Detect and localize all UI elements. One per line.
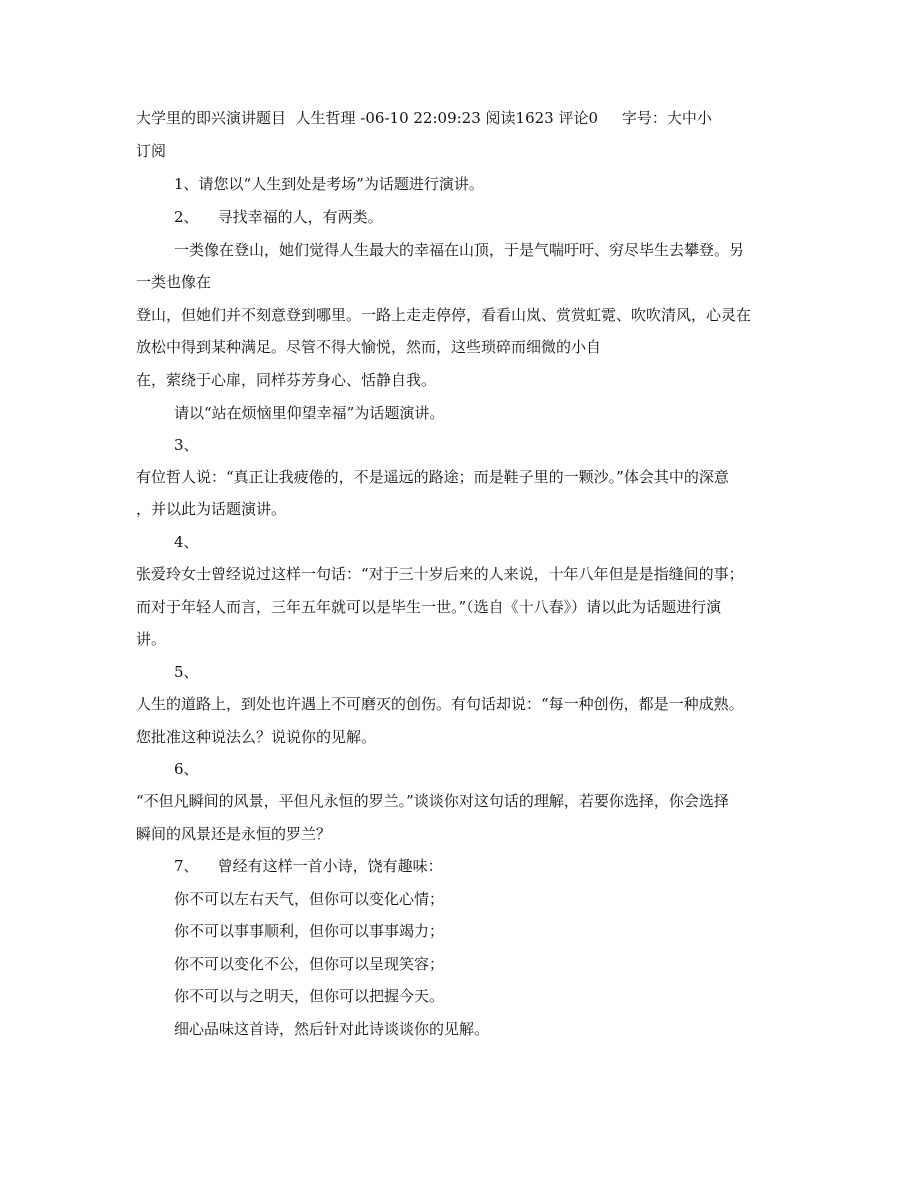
question-5-number: 5、 [174,663,199,681]
poem-line: 你不可以左右天气，但你可以变化心情； [174,890,445,908]
header-meta-line: 大学里的即兴演讲题目 人生哲理 -06-10 22:09:23 阅读1623 评论0 字号：大中小 [136,109,712,127]
question-3-paragraph: ，并以此为话题演讲。 [136,500,287,518]
question-2-paragraph: 一类像在登山，她们觉得人生最大的幸福在山顶，于是气喘吁吁、穷尽毕生去攀登。另 [174,241,745,259]
question-4-paragraph: 讲。 [136,630,167,648]
question-4-paragraph: 而对于年轻人而言，三年五年就可以是毕生一世。”（选自《十八春》）请以此为话题进行演 [136,598,722,616]
poem-line: 你不可以事事顺利，但你可以事事竭力； [174,922,445,940]
question-2-heading: 2、 寻找幸福的人，有两类。 [174,208,383,226]
question-7-task: 细心品味这首诗，然后针对此诗谈谈你的见解。 [174,1020,490,1038]
question-1: 1、请您以“人生到处是考场”为话题进行演讲。 [174,175,484,193]
question-2-paragraph: 登山，但她们并不刻意登到哪里。一路上走走停停，看看山岚、赏赏虹霓、吹吹清风，心灵在 [136,306,752,324]
question-6-paragraph: “不但凡瞬间的风景，平但凡永恒的罗兰。”谈谈你对这句话的理解，若要你选择，你会选择 [136,792,729,810]
question-2-paragraph: 放松中得到某种满足。尽管不得大愉悦，然而，这些琐碎而细微的小自 [136,338,602,356]
question-6-number: 6、 [174,760,199,778]
question-5-paragraph: 您批准这种说法么？说说你的见解。 [136,728,377,746]
poem-line: 你不可以与之明天，但你可以把握今天。 [174,987,445,1005]
question-7-heading: 7、 曾经有这样一首小诗，饶有趣味： [174,857,443,875]
question-4-paragraph: 张爱玲女士曾经说过这样一句话：“对于三十岁后来的人来说，十年八年但是是指缝间的事； [136,565,744,583]
question-2-paragraph: 在，萦绕于心扉，同样芬芳身心、恬静自我。 [136,371,437,389]
question-3-number: 3、 [174,436,199,454]
subscribe-link[interactable]: 订阅 [136,142,167,160]
question-2-task: 请以“站在烦恼里仰望幸福”为话题演讲。 [174,404,445,422]
question-5-paragraph: 人生的道路上，到处也许遇上不可磨灭的创伤。有句话却说：“每一种创伤，都是一种成熟。 [136,695,744,713]
poem-line: 你不可以变化不公，但你可以呈现笑容； [174,955,445,973]
question-3-paragraph: 有位哲人说：“真正让我疲倦的，不是遥远的路途；而是鞋子里的一颗沙。”体会其中的深意 [136,468,729,486]
question-6-paragraph: 瞬间的风景还是永恒的罗兰？ [136,825,332,843]
question-4-number: 4、 [174,533,199,551]
question-2-paragraph: 一类也像在 [136,273,212,291]
